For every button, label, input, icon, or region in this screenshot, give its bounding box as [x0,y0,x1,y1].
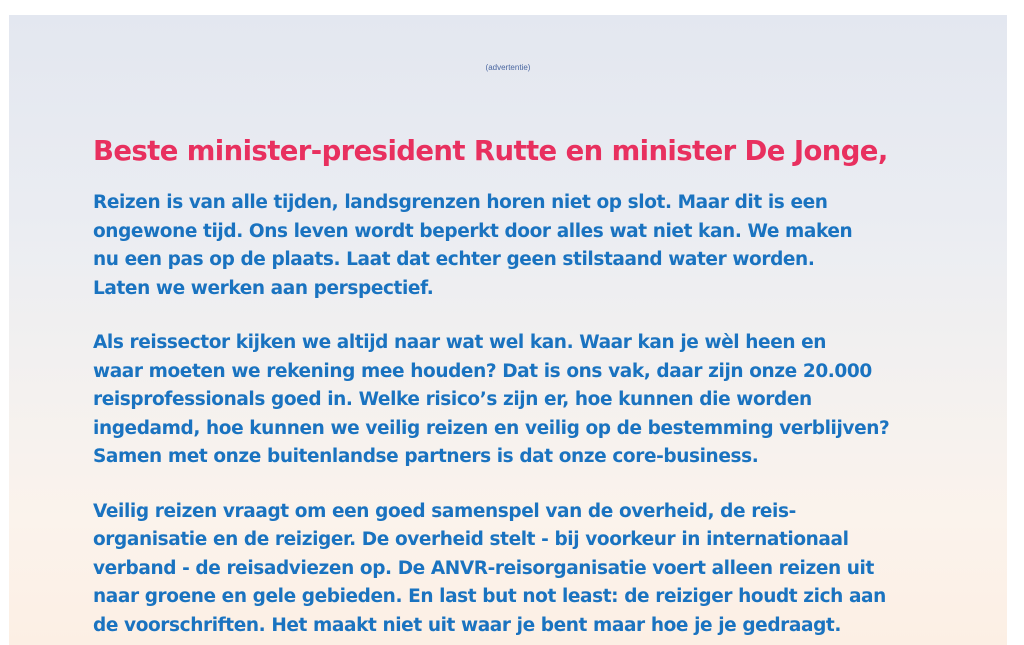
paragraph-line: nu een pas op de plaats. Laat dat echter geen stilstaand water worden. [93,249,815,270]
paragraph-line: de voorschriften. Het maakt niet uit waar je bent maar hoe je je gedraagt. [93,614,841,636]
paragraph-line: waar moeten we rekening mee houden? Dat is ons vak, daar zijn onze 20.000 [93,360,872,382]
letter-salutation: Beste minister-president Rutte en minister De Jonge, [93,135,888,167]
paragraph-line: verband - de reisadviezen op. De ANVR-reisorganisatie voert alleen reizen uit [93,557,874,579]
paragraph-line: Samen met onze buitenlandse partners is dat onze core-business. [93,446,759,467]
advertisement-label: (advertentie) [485,63,531,72]
paragraph-line: Reizen is van alle tijden, landsgrenzen horen niet op slot. Maar dit is een [93,192,828,213]
advertisement-page [9,15,1007,645]
paragraph-line: naar groene en gele gebieden. En last but not least: de reiziger houdt zich aan [93,586,886,607]
paragraph-line: organisatie en de reiziger. De overheid stelt - bij voorkeur in internationaal [93,529,849,550]
paragraph-line: Als reissector kijken we altijd naar wat wel kan. Waar kan je wèl heen en [93,332,827,353]
paragraph-line: Laten we werken aan perspectief. [93,277,434,299]
paragraph-line: reisprofessionals goed in. Welke risico’s zijn er, hoe kunnen die worden [93,389,812,410]
paragraph-line: ongewone tijd. Ons leven wordt beperkt door alles wat niet kan. We maken [93,220,853,242]
letter-paragraph-2 [93,329,973,472]
paragraph-line: Veilig reizen vraagt om een goed samenspel van de overheid, de reis- [93,500,796,522]
paragraph-line: ingedamd, hoe kunnen we veilig reizen en veilig op de bestemming verblijven? [93,417,890,439]
letter-paragraph-3 [93,498,973,641]
open-letter [93,135,973,645]
letter-paragraph-1 [93,189,973,303]
